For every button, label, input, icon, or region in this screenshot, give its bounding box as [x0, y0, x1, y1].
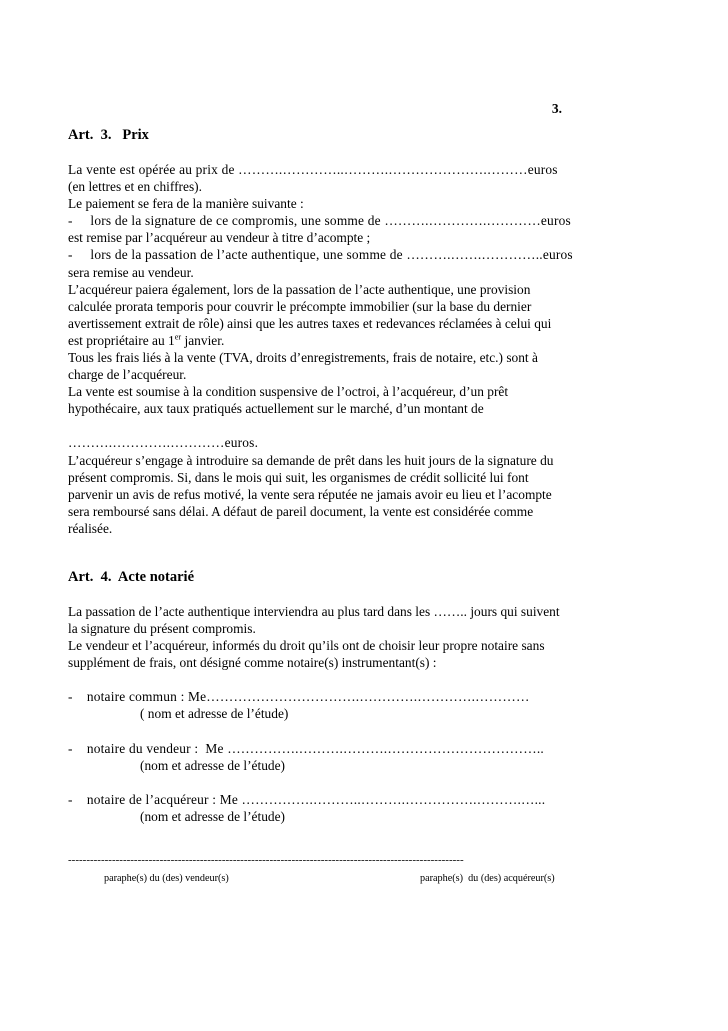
notary-list-gap-2	[68, 723, 620, 740]
payment-item-acte-cont: sera remise au vendeur.	[68, 264, 194, 280]
notary-common-note: ( nom et adresse de l’étude)	[140, 706, 289, 722]
condition-line-1: La vente est soumise à la condition suspensive de l’octroi, à l’acquéreur, d’un prêt	[68, 384, 509, 400]
price-line: La vente est opérée au prix de ……….…………..……….………………….………euros	[68, 162, 558, 177]
page-footer	[68, 855, 620, 892]
notary-seller-note: (nom et adresse de l’étude)	[140, 757, 286, 773]
condition-line-2: hypothécaire, aux taux pratiqués actuellement sur le marché, d’un montant de	[68, 401, 484, 417]
provision-line-4	[68, 332, 620, 349]
provision-line-2: calculée prorata temporis pour couvrir le précompte immobilier (sur la base du dernier	[68, 298, 532, 314]
payment-item-signature-cont: est remise par l’acquéreur au vendeur à titre d’acompte ;	[68, 230, 371, 246]
article-3-heading: Art. 3. Prix	[68, 127, 149, 143]
footer-buyer-initials-label: paraphe(s) du (des) acquéreur(s)	[420, 873, 555, 884]
price-format-note: (en lettres et en chiffres).	[68, 179, 202, 195]
loan-request-line-3: parvenir un avis de refus motivé, la vente sera réputée ne jamais avoir eu lieu et l’acompte	[68, 486, 552, 502]
loan-request-line-4: sera remboursé sans délai. A défaut de pareil document, la vente est considérée comme	[68, 503, 534, 519]
notary-choice-line-2: supplément de frais, ont désigné comme notaire(s) instrumentant(s) :	[68, 655, 437, 671]
loan-request-line-2: présent compromis. Si, dans le mois qui suit, les organismes de crédit sollicité lui font	[68, 469, 529, 485]
page-number: 3.	[551, 101, 562, 116]
article-4-body	[68, 603, 620, 825]
footer-seller-initials-label: paraphe(s) du (des) vendeur(s)	[104, 873, 229, 884]
propriete-suffix: janvier.	[181, 332, 225, 348]
loan-request-line-1: L’acquéreur s’engage à introduire sa demande de prêt dans les huit jours de la signature du	[68, 452, 554, 468]
notary-choice-line-1: Le vendeur et l’acquéreur, informés du droit qu’ils ont de choisir leur propre notaire sans	[68, 638, 545, 654]
article-3-body	[68, 161, 620, 537]
passation-line-1: La passation de l’acte authentique interviendra au plus tard dans les …….. jours qui suivent	[68, 603, 560, 619]
loan-request-line-5: réalisée.	[68, 520, 113, 536]
page-content	[68, 100, 620, 825]
propriete-prefix: est propriétaire au 1	[68, 332, 175, 348]
provision-line-1: L’acquéreur paiera également, lors de la passation de l’acte authentique, une provision	[68, 281, 531, 297]
payment-item-signature: - lors de la signature de ce compromis, une somme de ……….………….…………euros	[68, 213, 571, 229]
notary-buyer-line: - notaire de l’acquéreur : Me …………….………..……….…………….……….…...	[68, 791, 546, 807]
notary-buyer-note: (nom et adresse de l’étude)	[140, 808, 286, 824]
provision-line-3: avertissement extrait de rôle) ainsi que les autres taxes et redevances réclamées à celui qui	[68, 315, 552, 331]
frais-line-2: charge de l’acquéreur.	[68, 367, 187, 383]
payment-intro: Le paiement se fera de la manière suivante :	[68, 196, 304, 212]
footer-signature-labels	[68, 872, 620, 892]
notary-common-line: - notaire commun : Me…………………………….………….………….…………	[68, 689, 530, 705]
propriete-ordinal-suffix: er	[174, 332, 182, 342]
article-gap	[68, 537, 620, 559]
frais-line-1: Tous les frais liés à la vente (TVA, droits d’enregistrements, frais de notaire, etc.) sont à	[68, 350, 538, 366]
notary-list-gap-3	[68, 774, 620, 791]
article-4-heading: Art. 4. Acte notarié	[68, 568, 195, 585]
notary-seller-line: - notaire du vendeur : Me …………….……….……….……………………………..	[68, 740, 544, 756]
article-4-heading-spacer	[68, 586, 620, 603]
loan-amount-line: ……….………….…………euros.	[68, 435, 259, 451]
passation-line-2: la signature du présent compromis.	[68, 621, 256, 637]
heading-spacer	[68, 144, 620, 161]
payment-item-acte: - lors de la passation de l’acte authentique, une somme de ……….…….…………..euros	[68, 247, 573, 263]
notary-list-gap-1	[68, 671, 620, 688]
amount-gap	[68, 417, 620, 434]
footer-divider: ------------------------------------------------------------------------------------------------------------	[68, 855, 464, 866]
